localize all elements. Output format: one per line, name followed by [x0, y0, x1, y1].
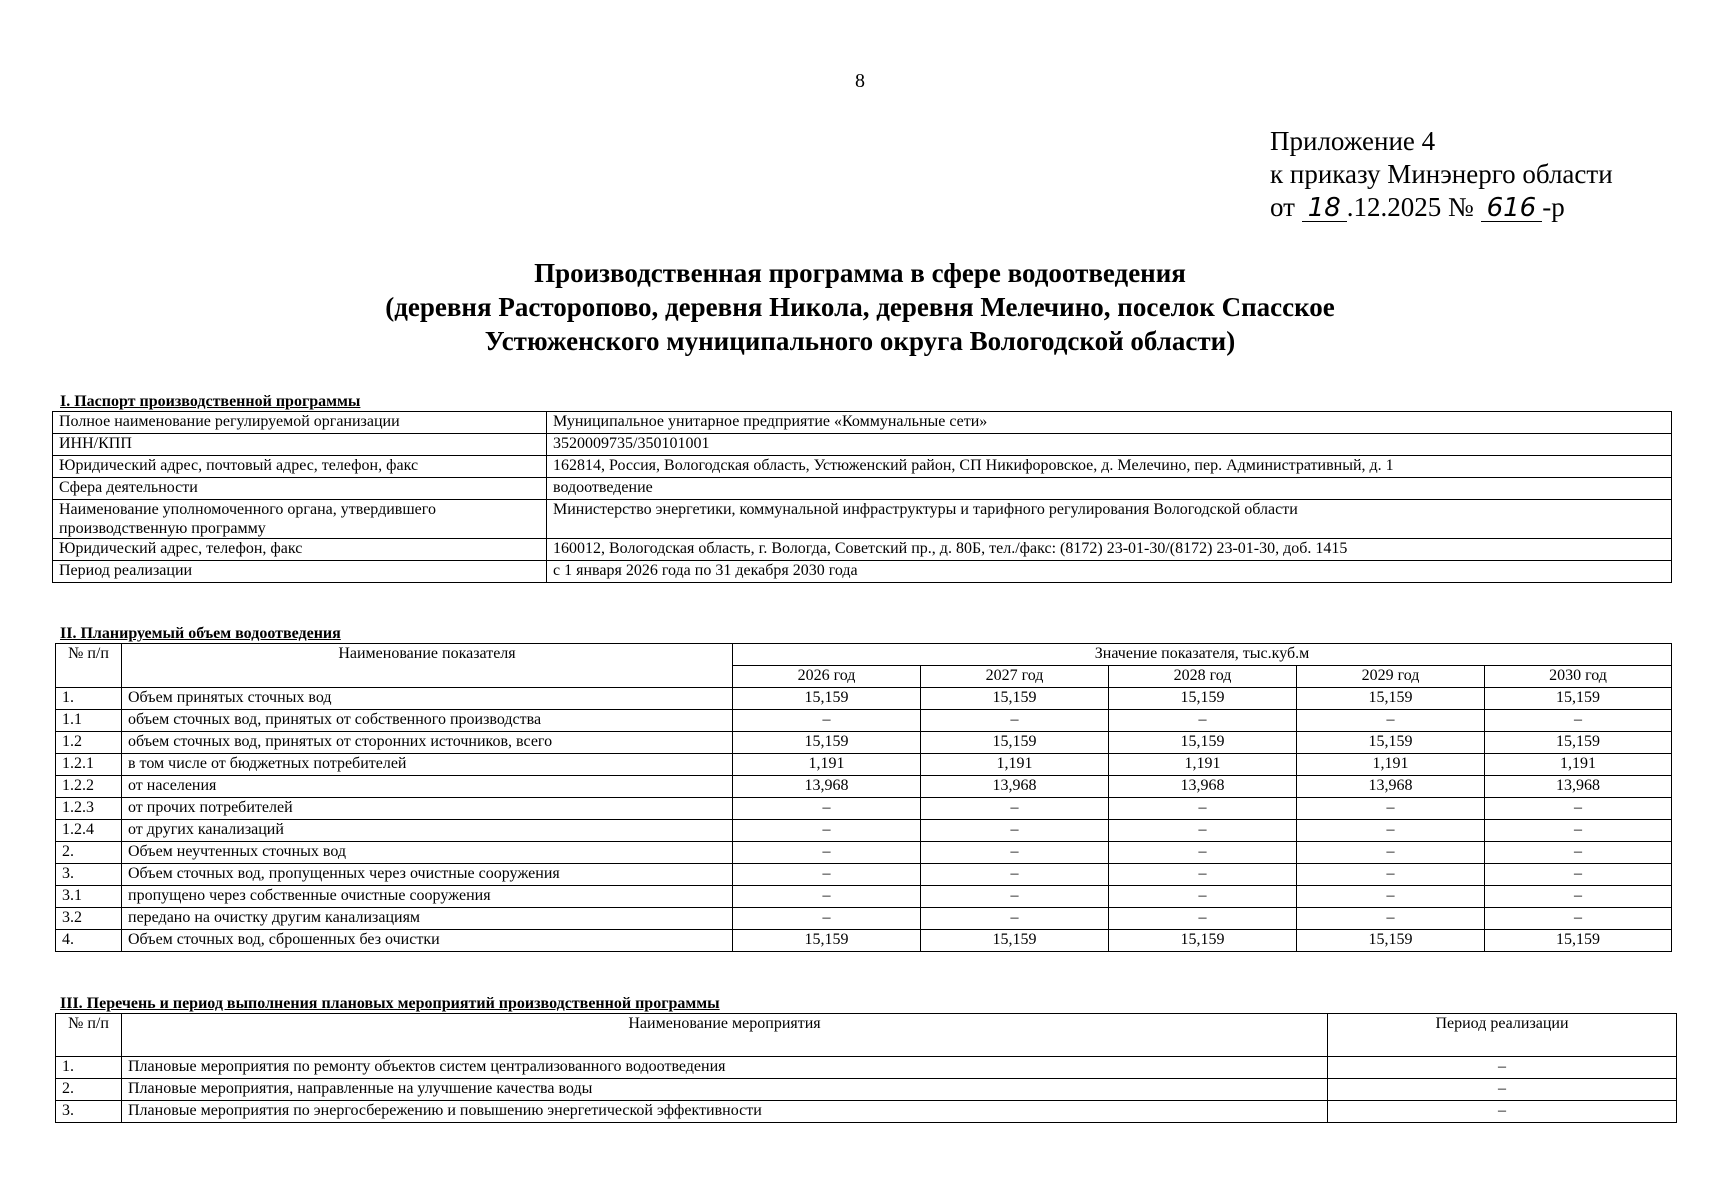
indicator-value: –	[921, 864, 1109, 886]
indicator-value: 1,191	[733, 754, 921, 776]
row-number: 1.2.1	[56, 754, 122, 776]
appendix-line1: Приложение 4	[1270, 126, 1436, 156]
date-prefix: от	[1270, 192, 1295, 222]
indicator-value: 15,159	[921, 732, 1109, 754]
passport-label: Период реализации	[53, 561, 547, 583]
passport-value: Муниципальное унитарное предприятие «Коммунальные сети»	[547, 412, 1672, 434]
indicator-value: –	[733, 820, 921, 842]
indicator-value: –	[1109, 798, 1297, 820]
indicator-value: 1,191	[921, 754, 1109, 776]
row-number: 2.	[56, 842, 122, 864]
indicator-value: 15,159	[1109, 732, 1297, 754]
passport-label: ИНН/КПП	[53, 434, 547, 456]
measures-table	[55, 1013, 1677, 1123]
indicator-value: –	[1297, 886, 1485, 908]
section3-heading: III. Перечень и период выполнения плановых мероприятий производственной программы	[60, 995, 720, 1012]
title-line1: Производственная программа в сфере водоотведения	[534, 258, 1186, 288]
section1-heading: I. Паспорт производственной программы	[60, 393, 361, 410]
indicator-value: –	[921, 710, 1109, 732]
indicator-value: –	[1109, 842, 1297, 864]
measures-col-period-header: Период реализации	[1328, 1014, 1677, 1057]
indicator-name: от других канализаций	[122, 820, 733, 842]
measure-name: Плановые мероприятия по энергосбережению и повышению энергетической эффективности	[122, 1101, 1328, 1123]
indicator-value: 15,159	[1109, 688, 1297, 710]
col-value-header: Значение показателя, тыс.куб.м	[733, 644, 1672, 666]
indicator-name: от прочих потребителей	[122, 798, 733, 820]
indicator-value: –	[1109, 864, 1297, 886]
indicator-value: –	[733, 842, 921, 864]
indicator-value: –	[1485, 820, 1672, 842]
indicator-value: –	[921, 842, 1109, 864]
table-row	[56, 732, 1672, 754]
passport-row	[53, 561, 1672, 583]
indicator-name: объем сточных вод, принятых от сторонних источников, всего	[122, 732, 733, 754]
indicator-value: 15,159	[921, 688, 1109, 710]
passport-label: Юридический адрес, телефон, факс	[53, 539, 547, 561]
section2-heading: II. Планируемый объем водоотведения	[60, 625, 341, 642]
indicator-value: –	[1485, 710, 1672, 732]
measure-name: Плановые мероприятия по ремонту объектов систем централизованного водоотведения	[122, 1057, 1328, 1079]
table-row	[56, 908, 1672, 930]
table-row	[56, 886, 1672, 908]
indicator-value: 13,968	[733, 776, 921, 798]
year-header: 2030 год	[1485, 666, 1672, 688]
passport-value: водоотведение	[547, 478, 1672, 500]
indicator-value: 13,968	[921, 776, 1109, 798]
table-row	[56, 710, 1672, 732]
indicator-value: –	[1109, 886, 1297, 908]
measure-period: –	[1328, 1057, 1677, 1079]
year-header: 2028 год	[1109, 666, 1297, 688]
handwritten-order-number: 616	[1481, 195, 1543, 222]
indicator-value: –	[1297, 710, 1485, 732]
indicator-value: –	[1297, 798, 1485, 820]
indicator-value: –	[733, 710, 921, 732]
measures-col-num-header: № п/п	[56, 1014, 122, 1057]
indicator-value: 13,968	[1109, 776, 1297, 798]
indicator-name: объем сточных вод, принятых от собственного производства	[122, 710, 733, 732]
measure-period: –	[1328, 1079, 1677, 1101]
passport-row	[53, 500, 1672, 539]
row-number: 3.	[56, 864, 122, 886]
indicator-value: 15,159	[1297, 930, 1485, 952]
indicator-value: 15,159	[733, 930, 921, 952]
indicator-value: 1,191	[1109, 754, 1297, 776]
indicator-value: –	[921, 908, 1109, 930]
indicator-value: –	[1109, 908, 1297, 930]
appendix-block	[1270, 125, 1613, 224]
passport-value: Министерство энергетики, коммунальной инфраструктуры и тарифного регулирования Вологодской области	[547, 500, 1672, 539]
indicator-value: –	[1297, 864, 1485, 886]
indicator-value: –	[1485, 908, 1672, 930]
indicator-value: –	[921, 798, 1109, 820]
indicator-value: –	[733, 908, 921, 930]
measure-number: 1.	[56, 1057, 122, 1079]
row-number: 1.2.3	[56, 798, 122, 820]
indicator-value: –	[1297, 842, 1485, 864]
table-row	[56, 930, 1672, 952]
indicator-value: –	[1485, 886, 1672, 908]
document-title	[0, 256, 1720, 358]
indicator-value: –	[1485, 798, 1672, 820]
passport-row	[53, 434, 1672, 456]
table-row	[56, 842, 1672, 864]
table-row	[56, 864, 1672, 886]
title-line3: Устюженского муниципального округа Вологодской области)	[484, 326, 1236, 356]
date-rest: .12.2025 №	[1346, 192, 1474, 222]
appendix-line2: к приказу Минэнерго области	[1270, 159, 1613, 189]
indicator-value: –	[733, 864, 921, 886]
indicator-value: –	[1297, 908, 1485, 930]
indicator-value: –	[1485, 842, 1672, 864]
indicator-value: 13,968	[1485, 776, 1672, 798]
col-name-header: Наименование показателя	[122, 644, 733, 688]
table-row	[56, 798, 1672, 820]
table-row	[56, 820, 1672, 842]
indicator-value: 15,159	[921, 930, 1109, 952]
indicator-value: 15,159	[1109, 930, 1297, 952]
indicator-name: Объем сточных вод, сброшенных без очистки	[122, 930, 733, 952]
indicator-value: –	[733, 798, 921, 820]
year-header: 2026 год	[733, 666, 921, 688]
passport-value: 160012, Вологодская область, г. Вологда, Советский пр., д. 80Б, тел./факс: (8172) 23-01-30/(8172) 23-01-30, доб. 1415	[547, 539, 1672, 561]
row-number: 1.1	[56, 710, 122, 732]
row-number: 1.2	[56, 732, 122, 754]
measures-col-name-header: Наименование мероприятия	[122, 1014, 1328, 1057]
indicator-value: –	[921, 886, 1109, 908]
row-number: 4.	[56, 930, 122, 952]
indicator-name: пропущено через собственные очистные сооружения	[122, 886, 733, 908]
volume-table	[55, 643, 1672, 952]
measure-period: –	[1328, 1101, 1677, 1123]
passport-row	[53, 456, 1672, 478]
row-number: 3.2	[56, 908, 122, 930]
indicator-value: 15,159	[1485, 930, 1672, 952]
measure-row	[56, 1079, 1677, 1101]
passport-row	[53, 478, 1672, 500]
passport-label: Сфера деятельности	[53, 478, 547, 500]
row-number: 1.2.2	[56, 776, 122, 798]
measure-row	[56, 1101, 1677, 1123]
passport-label: Наименование уполномоченного органа, утвердившего производственную программу	[53, 500, 547, 539]
table-row	[56, 688, 1672, 710]
year-header: 2029 год	[1297, 666, 1485, 688]
indicator-value: 15,159	[733, 688, 921, 710]
table-row	[56, 776, 1672, 798]
handwritten-day: 18	[1302, 195, 1347, 222]
measure-row	[56, 1057, 1677, 1079]
row-number: 1.2.4	[56, 820, 122, 842]
appendix-date-line	[1270, 191, 1613, 224]
indicator-value: 1,191	[1485, 754, 1672, 776]
col-num-header: № п/п	[56, 644, 122, 688]
indicator-value: –	[1109, 710, 1297, 732]
passport-label: Полное наименование регулируемой организации	[53, 412, 547, 434]
indicator-value: 15,159	[733, 732, 921, 754]
indicator-name: от населения	[122, 776, 733, 798]
indicator-value: –	[733, 886, 921, 908]
measure-name: Плановые мероприятия, направленные на улучшение качества воды	[122, 1079, 1328, 1101]
indicator-value: –	[1109, 820, 1297, 842]
indicator-value: 13,968	[1297, 776, 1485, 798]
row-number: 1.	[56, 688, 122, 710]
indicator-value: 15,159	[1297, 732, 1485, 754]
passport-label: Юридический адрес, почтовый адрес, телефон, факс	[53, 456, 547, 478]
measure-number: 3.	[56, 1101, 122, 1123]
indicator-value: –	[921, 820, 1109, 842]
measure-number: 2.	[56, 1079, 122, 1101]
indicator-value: 1,191	[1297, 754, 1485, 776]
row-number: 3.1	[56, 886, 122, 908]
table-row	[56, 754, 1672, 776]
indicator-value: 15,159	[1485, 688, 1672, 710]
indicator-value: 15,159	[1485, 732, 1672, 754]
year-header: 2027 год	[921, 666, 1109, 688]
order-suffix: -р	[1542, 192, 1565, 222]
title-line2: (деревня Расторопово, деревня Никола, деревня Мелечино, поселок Спасское	[385, 292, 1335, 322]
passport-value: 162814, Россия, Вологодская область, Устюженский район, СП Никифоровское, д. Мелечино, пер. Административный, д. 1	[547, 456, 1672, 478]
indicator-name: передано на очистку другим канализациям	[122, 908, 733, 930]
passport-value: 3520009735/350101001	[547, 434, 1672, 456]
indicator-name: Объем принятых сточных вод	[122, 688, 733, 710]
indicator-value: –	[1297, 820, 1485, 842]
passport-row	[53, 412, 1672, 434]
passport-value: с 1 января 2026 года по 31 декабря 2030 года	[547, 561, 1672, 583]
indicator-name: Объем неучтенных сточных вод	[122, 842, 733, 864]
indicator-value: –	[1485, 864, 1672, 886]
indicator-name: в том числе от бюджетных потребителей	[122, 754, 733, 776]
passport-table	[52, 411, 1672, 583]
indicator-name: Объем сточных вод, пропущенных через очистные сооружения	[122, 864, 733, 886]
page-number: 8	[855, 70, 865, 92]
indicator-value: 15,159	[1297, 688, 1485, 710]
passport-row	[53, 539, 1672, 561]
